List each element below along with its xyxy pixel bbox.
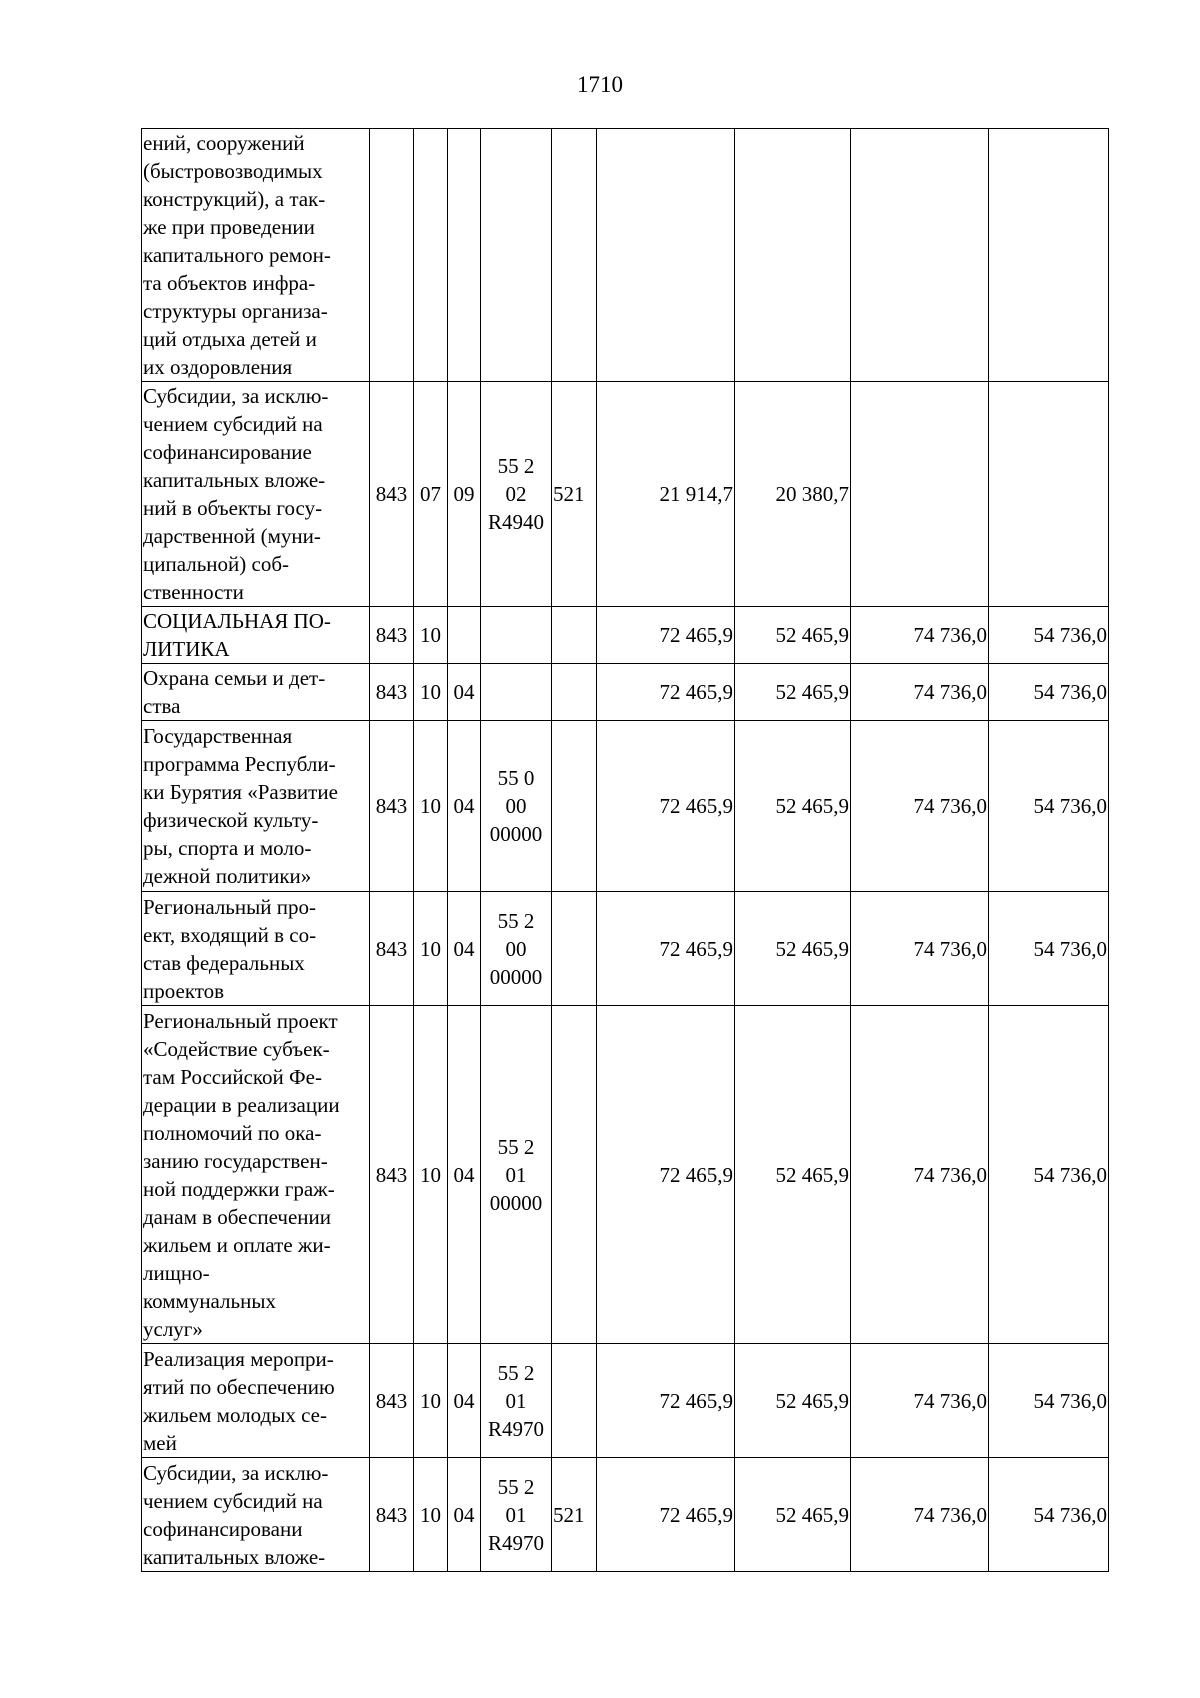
- section-code: 10: [414, 892, 448, 1006]
- amount-1: 72 465,9: [597, 664, 735, 721]
- amount-2: 52 465,9: [735, 607, 851, 664]
- ved-code: 843: [370, 721, 414, 892]
- row-name: Реализация меропри- ятий по обеспечению жильем молодых се- мей: [142, 1344, 370, 1458]
- subsection-code: 04: [448, 1458, 481, 1572]
- ved-code: 843: [370, 1458, 414, 1572]
- ved-code: 843: [370, 1344, 414, 1458]
- amount-3: 74 736,0: [851, 892, 989, 1006]
- target-article-code: 55 0 00 00000: [481, 721, 552, 892]
- amount-2: 20 380,7: [735, 382, 851, 607]
- row-name: СОЦИАЛЬНАЯ ПО- ЛИТИКА: [142, 607, 370, 664]
- target-article-code: 55 2 00 00000: [481, 892, 552, 1006]
- amount-1: [597, 129, 735, 382]
- subsection-code: 04: [448, 1344, 481, 1458]
- row-name: Охрана семьи и дет- ства: [142, 664, 370, 721]
- budget-table: [141, 128, 1109, 1572]
- section-code: 07: [414, 382, 448, 607]
- target-article-code: [481, 607, 552, 664]
- row-name: Региональный про- ект, входящий в со- став федеральных проектов: [142, 892, 370, 1006]
- amount-2: 52 465,9: [735, 1458, 851, 1572]
- subsection-code: 09: [448, 382, 481, 607]
- amount-2: 52 465,9: [735, 1344, 851, 1458]
- section-code: [414, 129, 448, 382]
- amount-4: [989, 129, 1109, 382]
- target-article-code: 55 2 01 00000: [481, 1006, 552, 1344]
- amount-3: 74 736,0: [851, 1458, 989, 1572]
- amount-1: 72 465,9: [597, 607, 735, 664]
- amount-1: 72 465,9: [597, 1344, 735, 1458]
- subsection-code: [448, 129, 481, 382]
- row-name: ений, сооружений (быстровозводимых конструкций), а так- же при проведении капитального ремон- та объектов инфра- структуры организа- ций отдыха детей и их оздоровления: [142, 129, 370, 382]
- expense-type-code: [552, 607, 597, 664]
- amount-1: 72 465,9: [597, 892, 735, 1006]
- target-article-code: 55 2 02 R4940: [481, 382, 552, 607]
- ved-code: [370, 129, 414, 382]
- expense-type-code: 521: [552, 382, 597, 607]
- expense-type-code: [552, 664, 597, 721]
- table-row: [142, 1344, 1109, 1458]
- subsection-code: 04: [448, 892, 481, 1006]
- target-article-code: [481, 129, 552, 382]
- ved-code: 843: [370, 664, 414, 721]
- row-name: Государственная программа Республи- ки Бурятия «Развитие физической культу- ры, спорта и моло- дежной политики»: [142, 721, 370, 892]
- table-row: [142, 664, 1109, 721]
- ved-code: 843: [370, 1006, 414, 1344]
- page-number: 1710: [577, 72, 623, 97]
- expense-type-code: [552, 129, 597, 382]
- section-code: 10: [414, 721, 448, 892]
- expense-type-code: [552, 1344, 597, 1458]
- amount-4: 54 736,0: [989, 664, 1109, 721]
- section-code: 10: [414, 1006, 448, 1344]
- expense-type-code: [552, 721, 597, 892]
- amount-3: [851, 129, 989, 382]
- section-code: 10: [414, 664, 448, 721]
- amount-4: 54 736,0: [989, 1344, 1109, 1458]
- subsection-code: 04: [448, 721, 481, 892]
- amount-2: [735, 129, 851, 382]
- amount-4: 54 736,0: [989, 892, 1109, 1006]
- expense-type-code: 521: [552, 1458, 597, 1572]
- ved-code: 843: [370, 607, 414, 664]
- amount-3: [851, 382, 989, 607]
- subsection-code: 04: [448, 664, 481, 721]
- amount-1: 72 465,9: [597, 1458, 735, 1572]
- target-article-code: 55 2 01 R4970: [481, 1458, 552, 1572]
- row-name: Региональный проект «Содействие субъек- там Российской Фе- дерации в реализации полномочий по ока- занию государствен- ной поддержки граж- данам в обеспечении жильем и оплате жи- лищно- коммунальных услуг»: [142, 1006, 370, 1344]
- table-row: [142, 1006, 1109, 1344]
- target-article-code: [481, 664, 552, 721]
- section-code: 10: [414, 1458, 448, 1572]
- row-name: Субсидии, за исклю- чением субсидий на софинансировани капитальных вложе-: [142, 1458, 370, 1572]
- section-code: 10: [414, 607, 448, 664]
- table-row: [142, 892, 1109, 1006]
- amount-4: 54 736,0: [989, 1006, 1109, 1344]
- table-row: [142, 1458, 1109, 1572]
- amount-3: 74 736,0: [851, 664, 989, 721]
- amount-4: [989, 382, 1109, 607]
- amount-4: 54 736,0: [989, 607, 1109, 664]
- amount-3: 74 736,0: [851, 1006, 989, 1344]
- table-row: [142, 607, 1109, 664]
- amount-1: 21 914,7: [597, 382, 735, 607]
- table-row: [142, 721, 1109, 892]
- table-row: [142, 129, 1109, 382]
- amount-3: 74 736,0: [851, 607, 989, 664]
- amount-1: 72 465,9: [597, 1006, 735, 1344]
- subsection-code: [448, 607, 481, 664]
- target-article-code: 55 2 01 R4970: [481, 1344, 552, 1458]
- row-name: Субсидии, за исклю- чением субсидий на софинансирование капитальных вложе- ний в объекты госу- дарственной (муни- ципальной) соб- ственности: [142, 382, 370, 607]
- ved-code: 843: [370, 382, 414, 607]
- expense-type-code: [552, 892, 597, 1006]
- amount-2: 52 465,9: [735, 721, 851, 892]
- table-row: [142, 382, 1109, 607]
- amount-4: 54 736,0: [989, 1458, 1109, 1572]
- subsection-code: 04: [448, 1006, 481, 1344]
- amount-2: 52 465,9: [735, 1006, 851, 1344]
- amount-1: 72 465,9: [597, 721, 735, 892]
- amount-3: 74 736,0: [851, 1344, 989, 1458]
- amount-2: 52 465,9: [735, 892, 851, 1006]
- expense-type-code: [552, 1006, 597, 1344]
- ved-code: 843: [370, 892, 414, 1006]
- amount-4: 54 736,0: [989, 721, 1109, 892]
- amount-3: 74 736,0: [851, 721, 989, 892]
- amount-2: 52 465,9: [735, 664, 851, 721]
- section-code: 10: [414, 1344, 448, 1458]
